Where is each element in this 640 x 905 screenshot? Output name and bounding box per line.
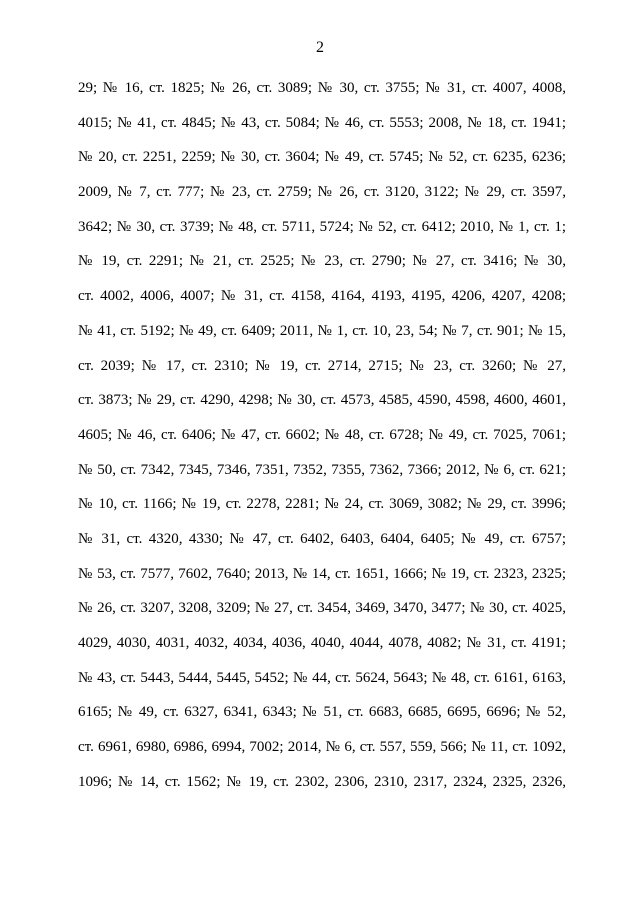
text-line: ст. 3873; № 29, ст. 4290, 4298; № 30, ст. 4573, 4585, 4590, 4598, 4600, 4601, (78, 392, 566, 409)
text-line: 2009, № 7, ст. 777; № 23, ст. 2759; № 26, ст. 3120, 3122; № 29, ст. 3597, (78, 184, 566, 201)
text-line: 4605; № 46, ст. 6406; № 47, ст. 6602; № 48, ст. 6728; № 49, ст. 7025, 7061; (78, 426, 566, 443)
text-line: № 41, ст. 5192; № 49, ст. 6409; 2011, № 1, ст. 10, 23, 54; № 7, ст. 901; № 15, (78, 322, 566, 339)
text-line: 6165; № 49, ст. 6327, 6341, 6343; № 51, ст. 6683, 6685, 6695, 6696; № 52, (78, 704, 566, 721)
text-line: 4029, 4030, 4031, 4032, 4034, 4036, 4040, 4044, 4078, 4082; № 31, ст. 4191; (78, 635, 566, 651)
text-line: № 50, ст. 7342, 7345, 7346, 7351, 7352, 7355, 7362, 7366; 2012, № 6, ст. 621; (78, 461, 566, 478)
body-text (78, 71, 566, 799)
text-line: ст. 6961, 6980, 6986, 6994, 7002; 2014, № 6, ст. 557, 559, 566; № 11, ст. 1092, (78, 739, 566, 756)
text-line: 1096; № 14, ст. 1562; № 19, ст. 2302, 2306, 2310, 2317, 2324, 2325, 2326, (78, 773, 566, 790)
text-line: № 20, ст. 2251, 2259; № 30, ст. 3604; № 49, ст. 5745; № 52, ст. 6235, 6236; (78, 149, 566, 166)
text-line: № 19, ст. 2291; № 21, ст. 2525; № 23, ст. 2790; № 27, ст. 3416; № 30, (78, 253, 566, 270)
text-line: ст. 2039; № 17, ст. 2310; № 19, ст. 2714, 2715; № 23, ст. 3260; № 27, (78, 357, 566, 374)
text-line: 29; № 16, ст. 1825; № 26, ст. 3089; № 30, ст. 3755; № 31, ст. 4007, 4008, (78, 80, 566, 96)
text-line: 3642; № 30, ст. 3739; № 48, ст. 5711, 5724; № 52, ст. 6412; 2010, № 1, ст. 1; (78, 218, 566, 235)
text-line: № 43, ст. 5443, 5444, 5445, 5452; № 44, ст. 5624, 5643; № 48, ст. 6161, 6163, (78, 669, 566, 686)
text-line: № 10, ст. 1166; № 19, ст. 2278, 2281; № 24, ст. 3069, 3082; № 29, ст. 3996; (78, 496, 566, 513)
text-line: 4015; № 41, ст. 4845; № 43, ст. 5084; № 46, ст. 5553; 2008, № 18, ст. 1941; (78, 114, 566, 131)
text-line: № 31, ст. 4320, 4330; № 47, ст. 6402, 6403, 6404, 6405; № 49, ст. 6757; (78, 530, 566, 547)
text-line: ст. 4002, 4006, 4007; № 31, ст. 4158, 4164, 4193, 4195, 4206, 4207, 4208; (78, 288, 566, 305)
text-line: № 53, ст. 7577, 7602, 7640; 2013, № 14, ст. 1651, 1666; № 19, ст. 2323, 2325; (78, 565, 566, 582)
text-line: № 26, ст. 3207, 3208, 3209; № 27, ст. 3454, 3469, 3470, 3477; № 30, ст. 4025, (78, 600, 566, 617)
page-number: 2 (316, 39, 324, 56)
